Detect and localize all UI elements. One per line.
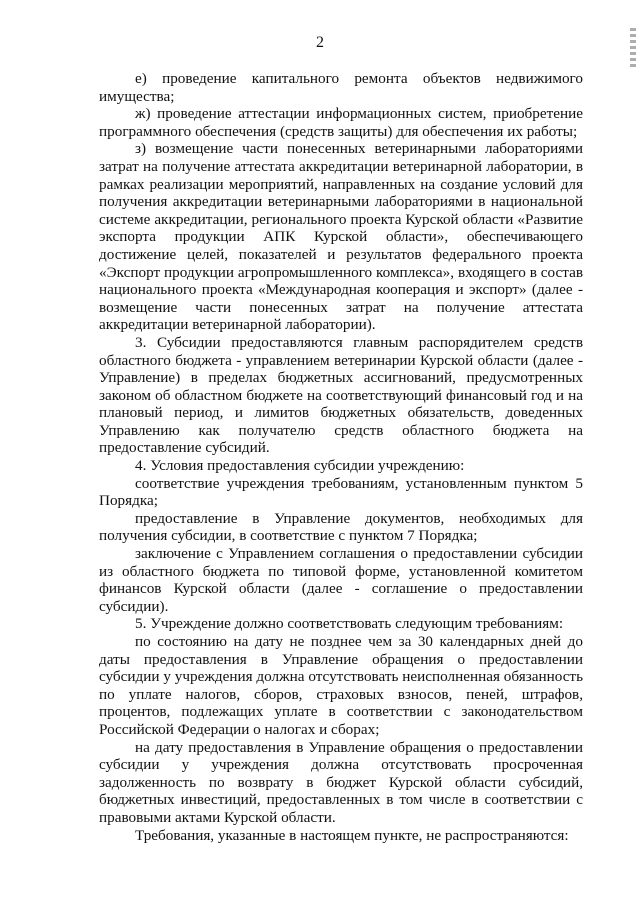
document-body	[99, 70, 583, 844]
paragraph-clause-4: 4. Условия предоставления субсидии учреждению:	[135, 457, 465, 475]
paragraph-item-zh: ж) проведение аттестации информационных систем, приобретение программного обеспечения (средств защиты) для обеспечения их работы;	[99, 105, 583, 140]
paragraph-requirement-exceptions: Требования, указанные в настоящем пункте, не распространяются:	[135, 826, 569, 844]
paragraph-condition-compliance: соответствие учреждения требованиям, установленным пунктом 5 Порядка;	[99, 474, 583, 510]
paragraph-item-e: е) проведение капитального ремонта объектов недвижимого имущества;	[99, 70, 583, 105]
page-number: 2	[316, 34, 324, 51]
paragraph-item-z: з) возмещение части понесенных ветеринарными лабораториями затрат на получение аттестата аккредитации ветеринарной лаборатории, в рамках реализации мероприятий, направленных на создание условий для получения аккредитации ветеринарными лабораториями в национальной системе аккредитации, регионального проекта Курской области «Развитие экспорта продукции АПК Курской области», обеспечивающего достижение целей, показателей и результатов федерального проекта «Экспорт продукции агропромышленного комплекса», входящего в состав национального проекта «Международная кооперация и экспорт» (далее - возмещение части понесенных затрат на получение аттестата аккредитации ветеринарной лаборатории).	[99, 140, 583, 334]
paragraph-clause-5: 5. Учреждение должно соответствовать следующим требованиям:	[135, 615, 564, 633]
paragraph-condition-documents: предоставление в Управление документов, необходимых для получения субсидии, в соответствие с пунктом 7 Порядка;	[99, 509, 583, 545]
paragraph-requirement-taxes: по состоянию на дату не позднее чем за 30 календарных дней до даты предоставления в Управление обращения о предоставлении субсидии у учреждения должна отсутствовать неисполненная обязанность по уплате налогов, сборов, страховых взносов, пеней, штрафов, процентов, подлежащих уплате в соответствии с законодательством Российской Федерации о налогах и сборах;	[99, 633, 583, 738]
paragraph-requirement-debt: на дату предоставления в Управление обращения о предоставлении субсидии у учреждения должна отсутствовать просроченная задолженность по возврату в бюджет Курской области субсидий, бюджетных инвестиций, предоставленных в том числе в соответствии с правовыми актами Курской области.	[99, 738, 583, 826]
paragraph-condition-agreement: заключение с Управлением соглашения о предоставлении субсидии из областного бюджета по типовой форме, установленной комитетом финансов Курской области (далее - соглашение о предоставлении субсидии).	[99, 545, 583, 615]
paragraph-clause-3: 3. Субсидии предоставляются главным распорядителем средств областного бюджета - управлением ветеринарии Курской области (далее - Управление) в пределах бюджетных ассигнований, предусмотренных законом об областном бюджете на соответствующий финансовый год и на плановый период, и лимитов бюджетных обязательств, доведенных Управлению как получателю средств областного бюджета на предоставление субсидий.	[99, 333, 583, 457]
